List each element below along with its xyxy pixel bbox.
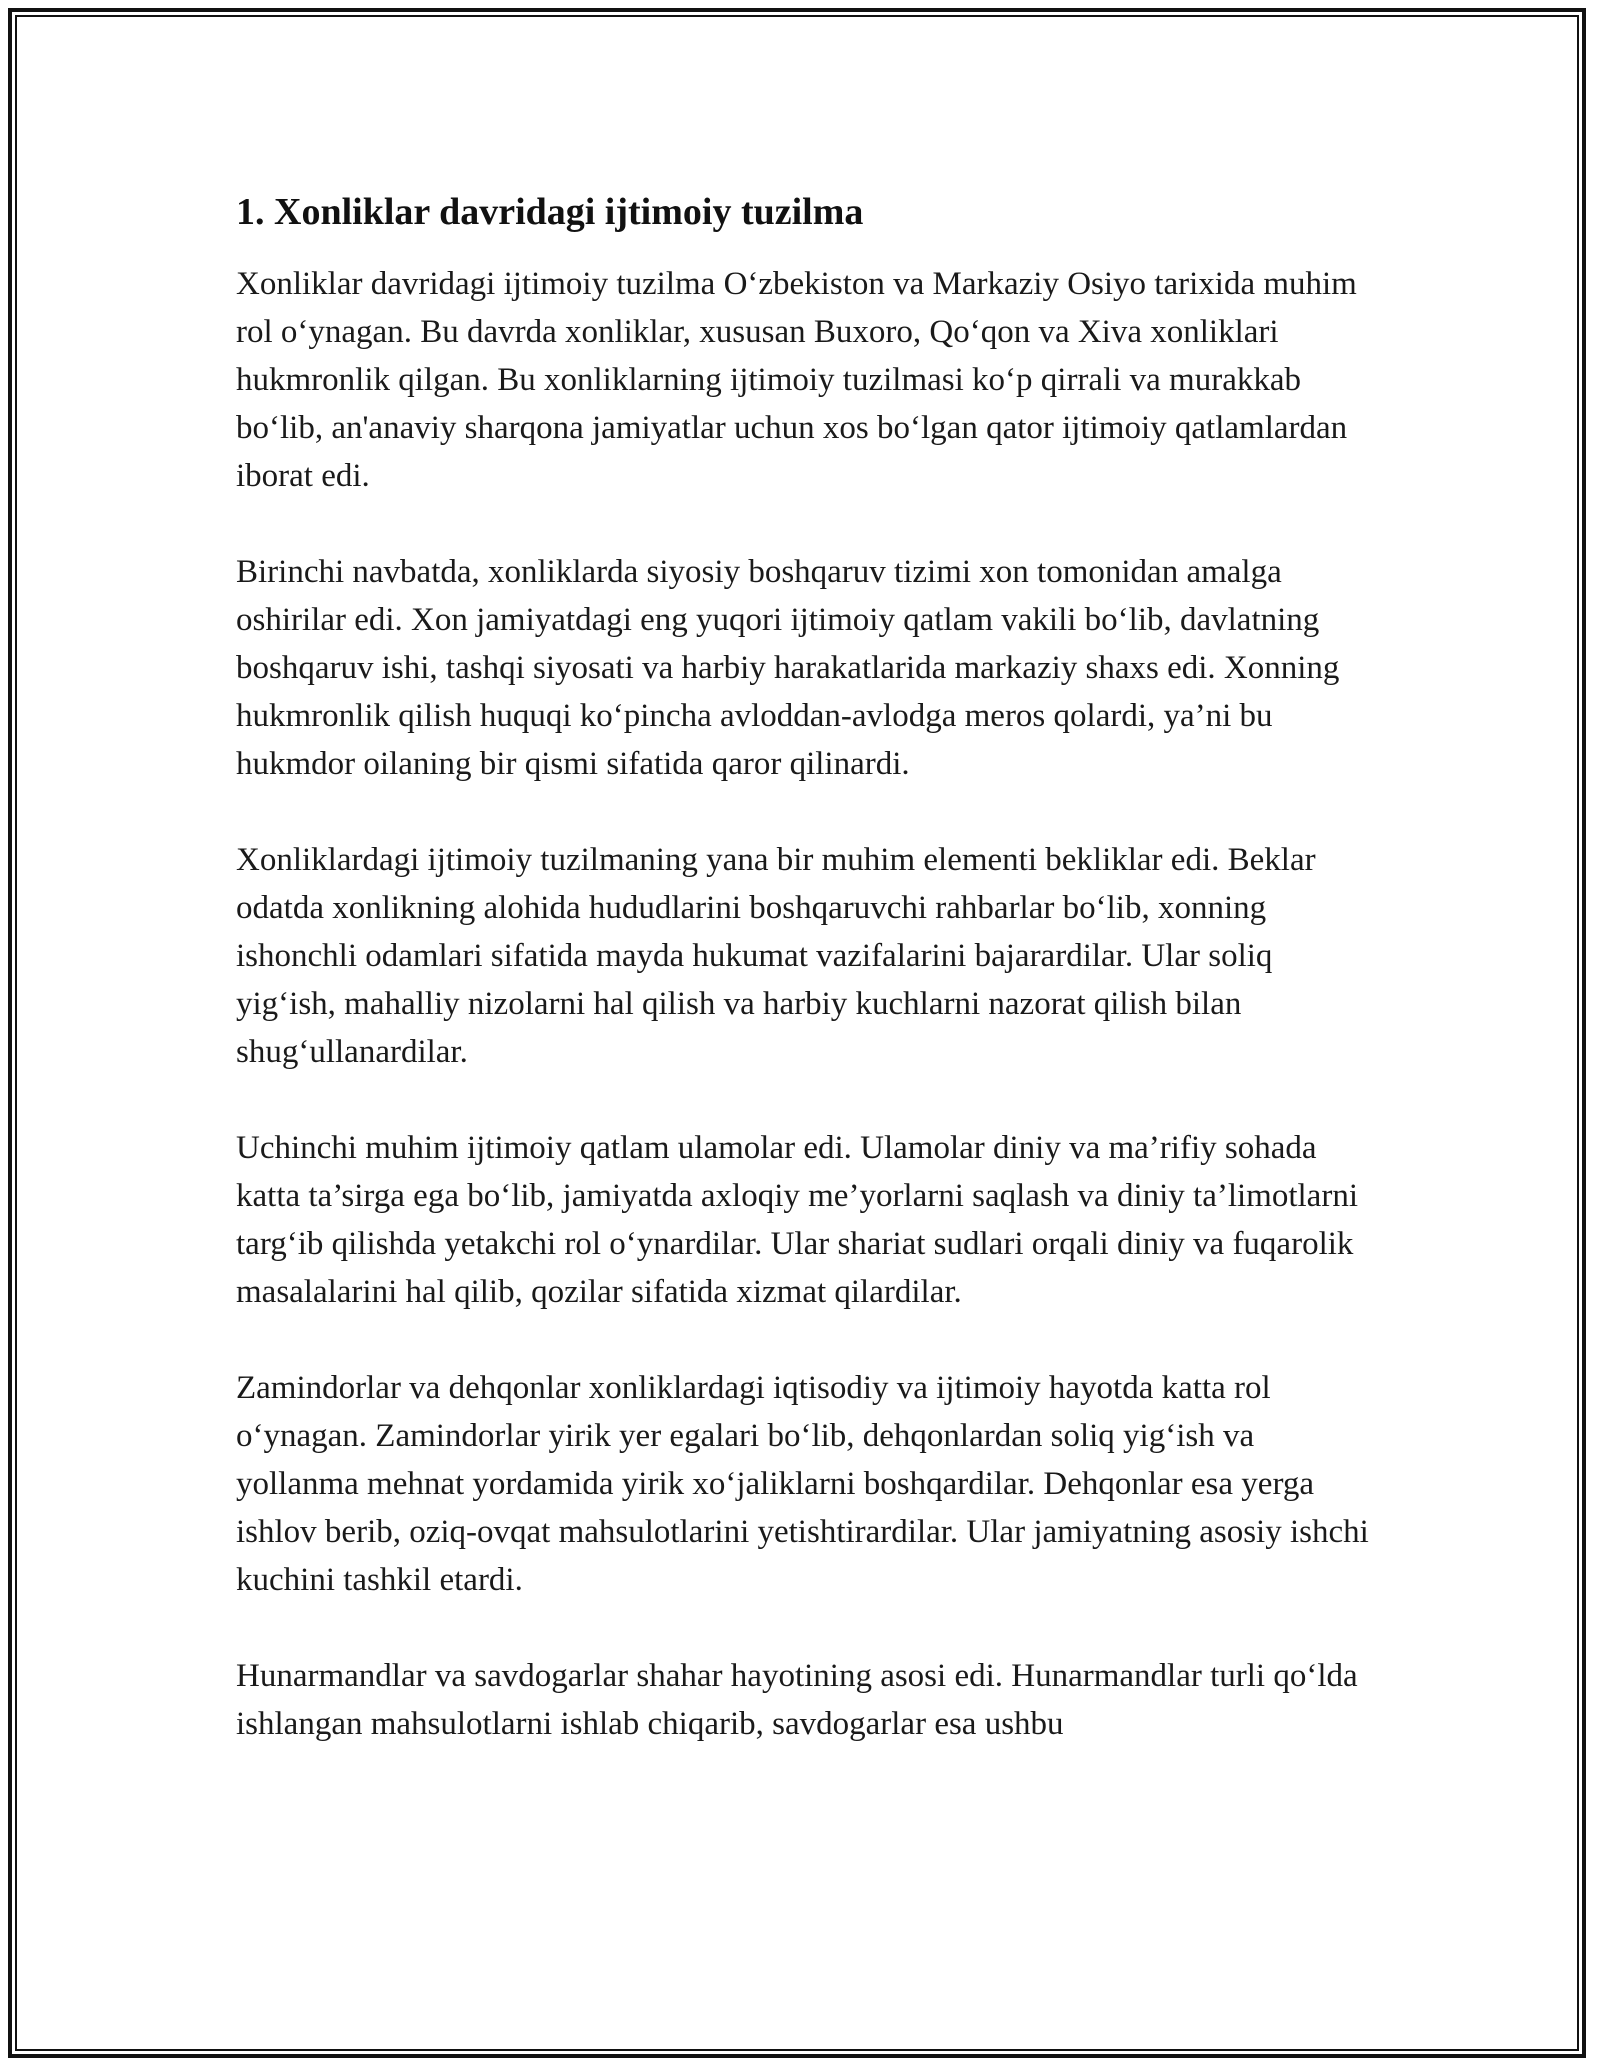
paragraph-4: Uchinchi muhim ijtimoiy qatlam ulamolar edi. Ulamolar diniy va ma’rifiy sohada katta ta’sirga ega bo‘lib, jamiyatda axloqiy me’yorlarni saqlash va diniy ta’limotlarni targ‘ib qilishda yetakchi rol o‘ynardilar. Ular shariat sudlari orqali diniy va fuqarolik masalalarini hal qilib, qozilar sifatida xizmat qilardilar.: [236, 1130, 1358, 1310]
paragraph-6: Hunarmandlar va savdogarlar shahar hayotining asosi edi. Hunarmandlar turli qo‘lda ishlangan mahsulotlarni ishlab chiqarib, savdogarlar esa ushbu: [236, 1658, 1358, 1742]
paragraph-2: Birinchi navbatda, xonliklarda siyosiy boshqaruv tizimi xon tomonidan amalga oshirilar edi. Xon jamiyatdagi eng yuqori ijtimoiy qatlam vakili bo‘lib, davlatning boshqaruv ishi, tashqi siyosati va harbiy harakatlarida markaziy shaxs edi. Xonning hukmronlik qilish huquqi ko‘pincha avloddan-avlodga meros qolardi, ya’ni bu hukmdor oilaning bir qismi sifatida qaror qilinardi.: [236, 554, 1340, 782]
paragraph-5: Zamindorlar va dehqonlar xonliklardagi iqtisodiy va ijtimoiy hayotda katta rol o‘ynagan. Zamindorlar yirik yer egalari bo‘lib, dehqonlardan soliq yig‘ish va yollanma mehnat yordamida yirik xo‘jaliklarni boshqardilar. Dehqonlar esa yerga ishlov berib, oziq-ovqat mahsulotlarini yetishtirardilar. Ular jamiyatning asosiy ishchi kuchini tashkil etardi.: [236, 1370, 1369, 1598]
paragraph-3: Xonliklardagi ijtimoiy tuzilmaning yana bir muhim elementi bekliklar edi. Beklar odatda xonlikning alohida hududlarini boshqaruvchi rahbarlar bo‘lib, xonning ishonchli odamlari sifatida mayda hukumat vazifalarini bajarardilar. Ular soliq yig‘ish, mahalliy nizolarni hal qilish va harbiy kuchlarni nazorat qilish bilan shug‘ullanardilar.: [236, 842, 1316, 1070]
section-heading: 1. Xonliklar davridagi ijtimoiy tuzilma: [236, 191, 864, 233]
document-body: [236, 188, 1376, 1796]
paragraph-1: Xonliklar davridagi ijtimoiy tuzilma O‘zbekiston va Markaziy Osiyo tarixida muhim rol o‘ynagan. Bu davrda xonliklar, xususan Buxoro, Qo‘qon va Xiva xonliklari hukmronlik qilgan. Bu xonliklarning ijtimoiy tuzilmasi ko‘p qirrali va murakkab bo‘lib, an'anaviy sharqona jamiyatlar uchun xos bo‘lgan qator ijtimoiy qatlamlardan iborat edi.: [236, 266, 1357, 494]
